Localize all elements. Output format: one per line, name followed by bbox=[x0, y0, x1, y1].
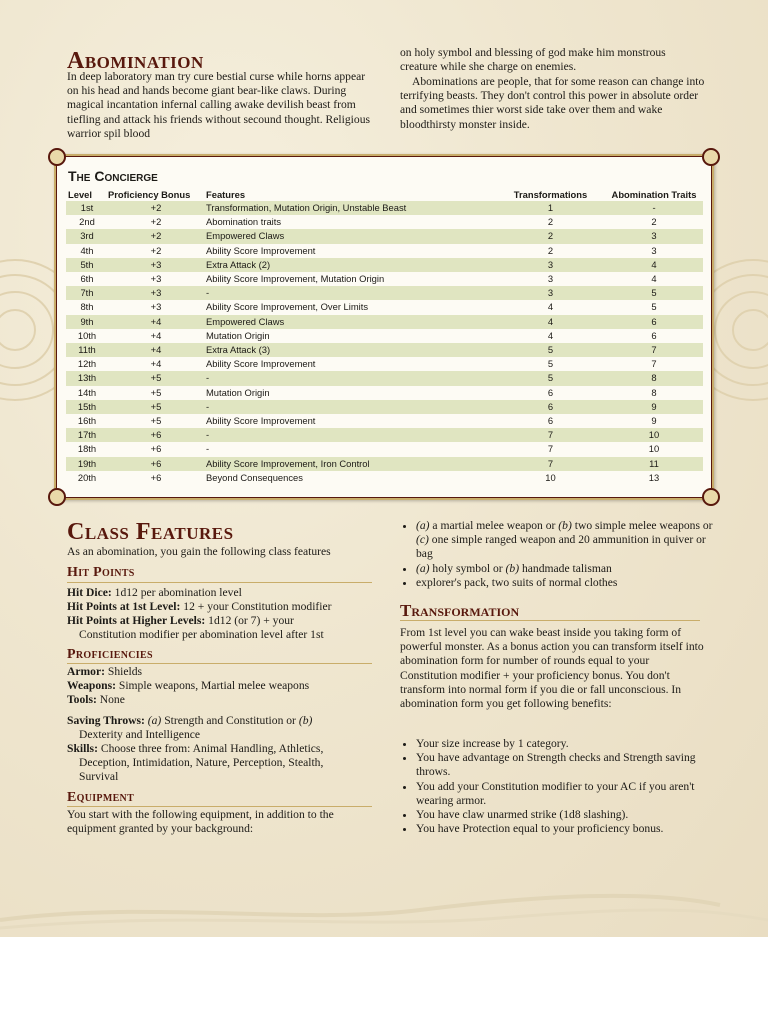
table-cell: +6 bbox=[150, 443, 162, 455]
table-cell: 3 bbox=[496, 258, 603, 272]
table-cell: 12th bbox=[77, 358, 97, 370]
table-cell: 3 bbox=[547, 273, 554, 285]
table-row bbox=[66, 457, 703, 471]
table-cell: 5 bbox=[496, 371, 603, 385]
table-row bbox=[66, 229, 703, 243]
table-cell: +4 bbox=[150, 329, 162, 341]
saving-throws-cont: Dexterity and Intelligence bbox=[79, 728, 201, 741]
hp-higher-levels-value: 1d12 (or 7) + your bbox=[208, 614, 294, 627]
table-row bbox=[66, 201, 703, 215]
table-cell: - bbox=[206, 443, 210, 455]
table-cell: Extra Attack (3) bbox=[204, 343, 496, 357]
table-cell: 4 bbox=[603, 258, 703, 272]
equipment-underline bbox=[67, 806, 372, 807]
hit-dice-label: Hit Dice: bbox=[67, 586, 112, 599]
skills-cont-1: Deception, Intimidation, Nature, Perception, Stealth, bbox=[79, 756, 324, 769]
weapons-line bbox=[67, 679, 309, 693]
table-cell: 7 bbox=[603, 343, 703, 357]
table-cell: 19th bbox=[66, 457, 106, 471]
list-item: • You have claw unarmed strike (1d8 slashing). bbox=[416, 808, 716, 822]
list-item bbox=[416, 562, 716, 576]
table-cell: Empowered Claws bbox=[204, 315, 496, 329]
table-cell: 7th bbox=[66, 286, 106, 300]
hp-higher-levels-label: Hit Points at Higher Levels: bbox=[67, 614, 206, 627]
table-cell: 9th bbox=[66, 315, 106, 329]
column-header: Abomination Traits bbox=[611, 188, 697, 200]
table-cell: 4th bbox=[80, 244, 94, 256]
frame-corner-ornament bbox=[702, 488, 720, 506]
table-cell: Ability Score Improvement bbox=[206, 415, 316, 427]
table-cell: Ability Score Improvement, Mutation Origin bbox=[206, 273, 385, 285]
table-cell: 3 bbox=[651, 244, 657, 256]
intro-paragraph-left: In deep laboratory man try cure bestial curse while horns appear on his head and hands become giant bear-like claws. During magical incantation infernal calling awake devilish beast from tiefling and attack his friends without secound thought. Religious warrior spil blood bbox=[67, 70, 370, 140]
list-item: • Your size increase by 1 category. bbox=[416, 737, 716, 751]
list-item bbox=[416, 576, 716, 590]
table-cell: 13 bbox=[648, 471, 660, 483]
table-cell: 6 bbox=[603, 315, 703, 329]
table-row bbox=[66, 400, 703, 414]
hp-first-level-line bbox=[67, 600, 332, 614]
item-text: explorer's pack, two suits of normal clothes bbox=[416, 575, 618, 589]
table-cell: 6 bbox=[496, 400, 603, 414]
table-cell: +3 bbox=[106, 258, 204, 272]
class-features-intro: As an abomination, you gain the following class features bbox=[67, 545, 331, 558]
hp-higher-levels-line bbox=[67, 614, 294, 628]
table-cell: Ability Score Improvement bbox=[206, 244, 316, 256]
table-row bbox=[66, 286, 703, 300]
table-title: The Concierge bbox=[68, 168, 158, 184]
table-row bbox=[66, 371, 703, 385]
table-cell: 5 bbox=[547, 358, 554, 370]
table-cell: 10 bbox=[545, 471, 556, 483]
hit-dice-value: 1d12 per abomination level bbox=[114, 586, 242, 599]
table-cell: 2 bbox=[496, 229, 603, 243]
table-cell: Abomination traits bbox=[206, 216, 282, 228]
footer-ornament bbox=[0, 880, 768, 937]
table-cell: 18th bbox=[77, 443, 97, 455]
table-row bbox=[66, 471, 703, 485]
table-cell: 2 bbox=[547, 216, 554, 228]
hp-higher-levels-cont: Constitution modifier per abomination level after 1st bbox=[79, 628, 324, 641]
option-b: (b) bbox=[558, 519, 572, 532]
table-cell: 4 bbox=[651, 273, 657, 285]
column-header: Proficiency Bonus bbox=[108, 188, 191, 200]
table-cell: 1st bbox=[66, 201, 106, 215]
table-cell: Ability Score Improvement, Over Limits bbox=[206, 301, 369, 313]
transformation-heading: Transformation bbox=[400, 601, 520, 620]
table-cell: 9 bbox=[651, 415, 657, 427]
table-row bbox=[66, 428, 703, 442]
table-cell: +3 bbox=[106, 286, 204, 300]
table-cell: 11 bbox=[603, 457, 703, 471]
table-cell: 4 bbox=[547, 329, 554, 341]
skills-line bbox=[67, 742, 323, 756]
table-cell: +6 bbox=[106, 428, 204, 442]
table-cell: 3 bbox=[603, 229, 703, 243]
table-cell: 5 bbox=[496, 343, 603, 357]
frame-corner-ornament bbox=[48, 488, 66, 506]
table-cell: - bbox=[204, 286, 496, 300]
page-title: Abomination bbox=[67, 48, 204, 74]
table-cell: 4 bbox=[496, 315, 603, 329]
table-row bbox=[66, 244, 703, 258]
tools-label: Tools: bbox=[67, 693, 97, 706]
table-row bbox=[66, 215, 703, 229]
table-cell: 2 bbox=[651, 216, 657, 228]
armor-line bbox=[67, 665, 142, 679]
class-features-heading: Class Features bbox=[67, 519, 234, 545]
table-cell: 6 bbox=[547, 415, 554, 427]
armor-value: Shields bbox=[107, 665, 143, 678]
table-cell: - bbox=[603, 201, 703, 215]
table-cell: 4 bbox=[547, 301, 554, 313]
table-cell: +4 bbox=[150, 358, 162, 370]
table-cell: 7 bbox=[651, 358, 657, 370]
option-b: (b) bbox=[505, 561, 520, 575]
table-cell: 13th bbox=[66, 371, 106, 385]
table-cell: Ability Score Improvement bbox=[206, 358, 316, 370]
table-row bbox=[66, 343, 703, 357]
class-table-frame bbox=[54, 154, 714, 500]
table-cell: 14th bbox=[77, 386, 97, 398]
table-cell: +3 bbox=[150, 301, 162, 313]
equipment-heading: Equipment bbox=[67, 790, 135, 805]
table-header-row bbox=[66, 187, 703, 201]
table-cell: +5 bbox=[106, 371, 204, 385]
tools-line bbox=[67, 693, 125, 707]
intro-paragraph-right-2: Abominations are people, that for some reason can change into terrifying beasts. They don't control this power in absolute order and sometimes thier worst side take over them and wake bloodthirsty monster inside. bbox=[400, 75, 705, 131]
hp-first-level-label: Hit Points at 1st Level: bbox=[67, 600, 181, 613]
table-cell: 5th bbox=[66, 258, 106, 272]
table-row bbox=[66, 258, 703, 272]
equipment-intro: You start with the following equipment, in addition to the equipment granted by your background: bbox=[67, 808, 334, 836]
armor-label: Armor: bbox=[67, 665, 105, 678]
table-cell: 6th bbox=[80, 273, 94, 285]
table-cell: 5 bbox=[651, 301, 657, 313]
table-cell: 7 bbox=[547, 443, 554, 455]
table-cell: +2 bbox=[150, 216, 162, 228]
table-cell: Empowered Claws bbox=[204, 229, 496, 243]
equipment-list bbox=[400, 519, 716, 590]
option-a: (a) bbox=[416, 519, 430, 532]
hit-points-underline bbox=[67, 582, 372, 583]
table-cell: Beyond Consequences bbox=[206, 471, 303, 483]
table-cell: +4 bbox=[106, 343, 204, 357]
table-cell: 7 bbox=[496, 428, 603, 442]
table-cell: +5 bbox=[150, 415, 162, 427]
table-cell: 8 bbox=[603, 371, 703, 385]
table-cell: 15th bbox=[66, 400, 106, 414]
table-cell: Mutation Origin bbox=[206, 386, 270, 398]
saving-throws-label: Saving Throws: bbox=[67, 714, 145, 727]
table-cell: Transformation, Mutation Origin, Unstable Beast bbox=[204, 201, 496, 215]
table-row bbox=[66, 414, 703, 428]
table-row bbox=[66, 442, 703, 456]
table-cell: +5 bbox=[106, 400, 204, 414]
transformation-underline bbox=[400, 620, 700, 621]
transformation-benefits-list bbox=[400, 737, 716, 836]
table-cell: +2 bbox=[106, 201, 204, 215]
frame-corner-ornament bbox=[48, 148, 66, 166]
proficiencies-underline bbox=[67, 663, 372, 664]
table-cell: 5 bbox=[603, 286, 703, 300]
table-cell: 3 bbox=[496, 286, 603, 300]
item-text: handmade talisman bbox=[519, 561, 612, 575]
table-cell: 17th bbox=[66, 428, 106, 442]
list-item bbox=[416, 519, 716, 562]
table-cell: 8 bbox=[651, 386, 657, 398]
transformation-paragraph: From 1st level you can wake beast inside you taking form of powerful monster. As a bonus action you can transform itself into abomination form for number of rounds equal to your Constitution modifier + your proficiency bonus. You don't transform into normal form if you die or fall unconscious. In abomination form you get following benefits: bbox=[400, 626, 704, 711]
table-cell: 11th bbox=[66, 343, 106, 357]
item-text: a martial melee weapon or bbox=[429, 519, 559, 532]
weapons-value: Simple weapons, Martial melee weapons bbox=[118, 679, 310, 692]
table-cell: +5 bbox=[150, 386, 162, 398]
table-row bbox=[66, 300, 703, 314]
table-cell: 2nd bbox=[79, 216, 95, 228]
table-row bbox=[66, 315, 703, 329]
option-a: (a) bbox=[147, 714, 162, 727]
table-cell: - bbox=[204, 400, 496, 414]
tools-value: None bbox=[99, 693, 125, 706]
table-cell: 16th bbox=[77, 415, 97, 427]
table-cell: +2 bbox=[150, 244, 162, 256]
table-cell: Ability Score Improvement, Iron Control bbox=[204, 457, 496, 471]
table-cell: 9 bbox=[603, 400, 703, 414]
table-cell: 3rd bbox=[66, 229, 106, 243]
saving-throws-line bbox=[67, 714, 312, 728]
table-cell: 2 bbox=[547, 244, 554, 256]
table-row bbox=[66, 272, 703, 286]
table-cell: - bbox=[204, 428, 496, 442]
table-cell: Mutation Origin bbox=[206, 329, 270, 341]
item-text: two simple melee weapons or bbox=[571, 519, 713, 532]
skills-label: Skills: bbox=[67, 742, 98, 755]
table-row bbox=[66, 386, 703, 400]
hp-first-level-value: 12 + your Constitution modifier bbox=[183, 600, 332, 613]
table-row bbox=[66, 329, 703, 343]
skills-value: Choose three from: Animal Handling, Athletics, bbox=[100, 742, 324, 755]
table-cell: +3 bbox=[150, 273, 162, 285]
table-cell: 10 bbox=[603, 428, 703, 442]
option-c: (c) bbox=[416, 533, 429, 547]
option-a: (a) bbox=[416, 561, 430, 575]
class-progression-table bbox=[66, 187, 703, 485]
option-b: (b) bbox=[298, 714, 313, 727]
frame-corner-ornament bbox=[702, 148, 720, 166]
table-row bbox=[66, 357, 703, 371]
list-item: • You have advantage on Strength checks and Strength saving throws. bbox=[416, 751, 716, 779]
table-cell: 6 bbox=[651, 329, 657, 341]
table-cell: 20th bbox=[77, 471, 97, 483]
skills-cont-2: Survival bbox=[79, 770, 119, 783]
table-cell: 10 bbox=[648, 443, 660, 455]
column-header: Transformations bbox=[513, 188, 588, 200]
hit-dice-line bbox=[67, 586, 242, 600]
column-header: Features bbox=[206, 188, 246, 200]
column-header: Level bbox=[68, 188, 92, 200]
list-item: • You have Protection equal to your proficiency bonus. bbox=[416, 822, 716, 836]
item-text: holy symbol or bbox=[429, 561, 506, 575]
saving-throws-value: Strength and Constitution or bbox=[164, 714, 296, 727]
table-cell: - bbox=[204, 371, 496, 385]
table-cell: +6 bbox=[150, 471, 162, 483]
weapons-label: Weapons: bbox=[67, 679, 116, 692]
table-cell: Extra Attack (2) bbox=[204, 258, 496, 272]
table-cell: 6 bbox=[547, 386, 554, 398]
table-cell: +4 bbox=[106, 315, 204, 329]
table-cell: +6 bbox=[106, 457, 204, 471]
table-cell: +2 bbox=[106, 229, 204, 243]
proficiencies-heading: Proficiencies bbox=[67, 647, 153, 662]
hit-points-heading: Hit Points bbox=[67, 565, 135, 580]
table-cell: 7 bbox=[496, 457, 603, 471]
table-cell: 10th bbox=[77, 329, 97, 341]
table-cell: 1 bbox=[496, 201, 603, 215]
intro-paragraph-right-1: on holy symbol and blessing of god make him monstrous creature while she charge on enemies. bbox=[400, 46, 666, 74]
table-cell: 8th bbox=[80, 301, 94, 313]
list-item: • You add your Constitution modifier to your AC if you aren't wearing armor. bbox=[416, 780, 716, 808]
item-text: one simple ranged weapon and 20 ammunition in quiver or bag bbox=[416, 533, 706, 561]
